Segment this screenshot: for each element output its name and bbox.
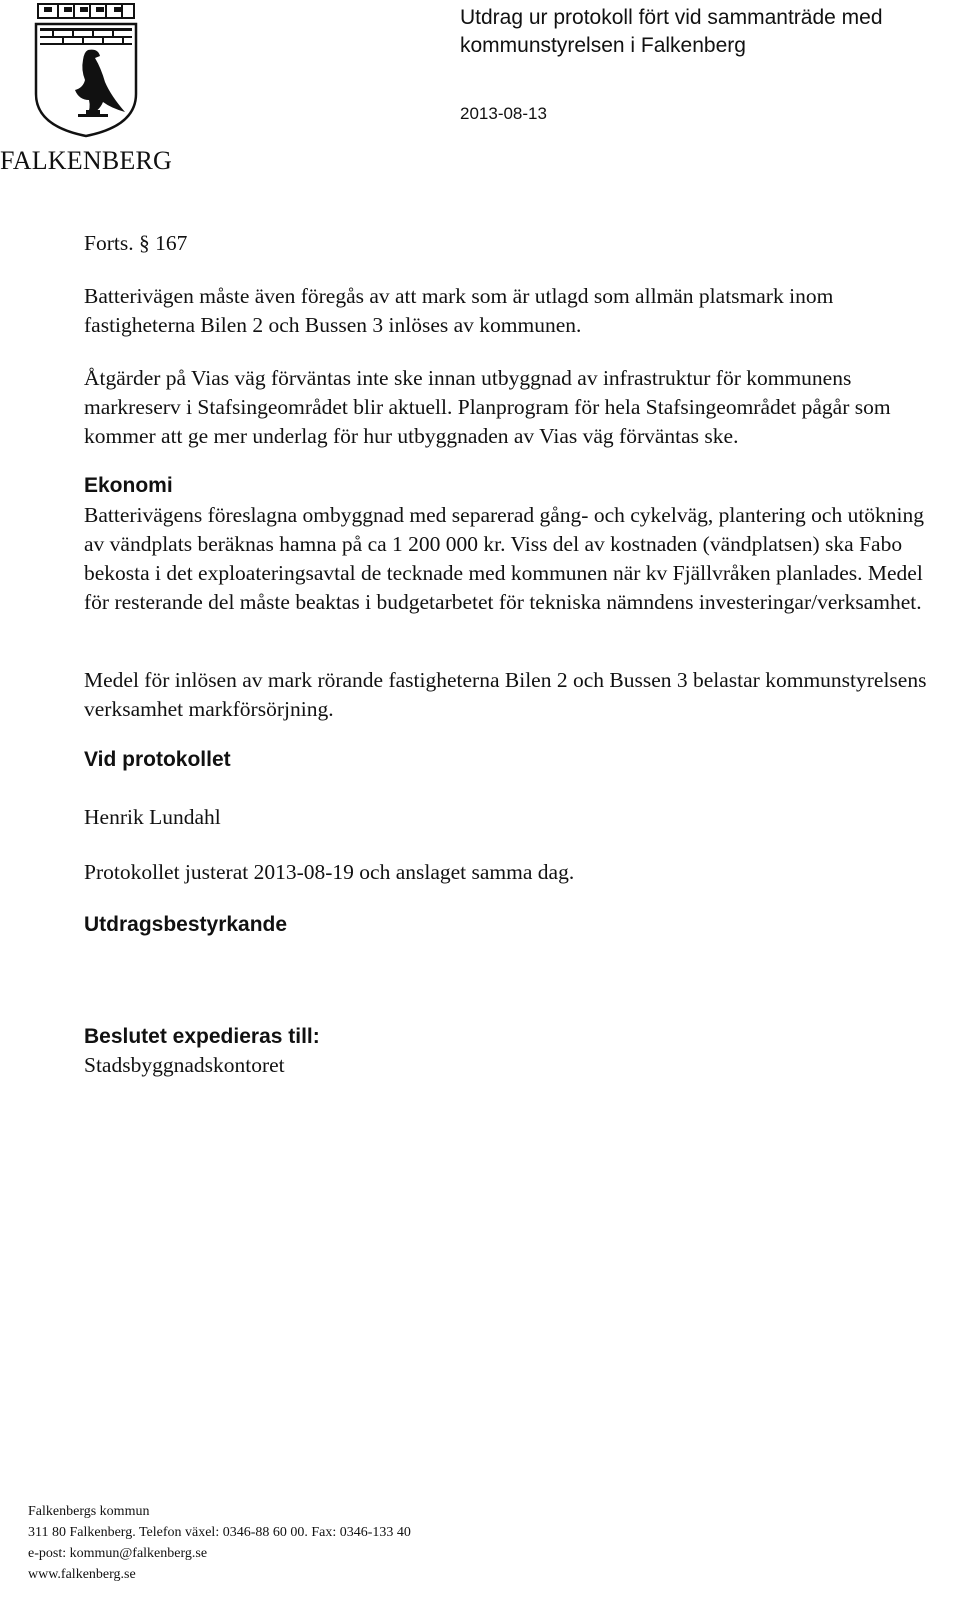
heading-ekonomi: Ekonomi [84, 474, 173, 497]
paragraph-inlosen: Medel för inlösen av mark rörande fastigheterna Bilen 2 och Bussen 3 belastar kommunstyrelsens verksamhet markförsörjning. [84, 668, 927, 721]
heading-beslutet-expedieras: Beslutet expedieras till: [84, 1025, 320, 1048]
municipality-name: FALKENBERG [0, 146, 172, 175]
justerat-statement: Protokollet justerat 2013-08-19 och anslaget samma dag. [84, 860, 575, 884]
footer-email: e-post: kommun@falkenberg.se [28, 1546, 208, 1561]
document-title: Utdrag ur protokoll fört vid sammanträde med kommunstyrelsen i Falkenberg [460, 6, 883, 57]
footer [28, 1501, 411, 1585]
falcon-coat-of-arms-icon [28, 2, 144, 138]
heading-vid-protokollet: Vid protokollet [84, 748, 231, 771]
document-date: 2013-08-13 [460, 104, 547, 123]
recipient: Stadsbyggnadskontoret [84, 1053, 285, 1077]
secretary-name: Henrik Lundahl [84, 805, 221, 829]
paragraph-ekonomi: Batterivägens föreslagna ombyggnad med separerad gång- och cykelväg, plantering och utökning av vändplats beräknas hamna på ca 1 200 000 kr. Viss del av kostnaden (vändplatsen) ska Fabo bekosta i det exploateringsavtal de tecknade med kommunen när kv Fjällvråken planlades. Medel för resterande del måste beaktas i budgetarbetet för tekniska nämndens investeringar/verksamhet. [84, 503, 925, 614]
footer-web: www.falkenberg.se [28, 1567, 136, 1582]
paragraph-vias-vag: Åtgärder på Vias väg förväntas inte ske innan utbyggnad av infrastruktur för kommunens markreserv i Stafsingeområdet blir aktuell. Planprogram för hela Stafsingeområdet pågår som kommer att ge mer underlag för hur utbyggnaden av Vias väg förväntas ske. [84, 366, 891, 448]
paragraph-batterivagen: Batterivägen måste även föregås av att mark som är utlagd som allmän platsmark inom fastigheterna Bilen 2 och Bussen 3 inlöses av kommunen. [84, 284, 834, 337]
footer-address: 311 80 Falkenberg. Telefon växel: 0346-88 60 00. Fax: 0346-133 40 [28, 1525, 411, 1540]
footer-org: Falkenbergs kommun [28, 1504, 150, 1519]
section-reference: Forts. § 167 [84, 231, 188, 255]
heading-utdragsbestyrkande: Utdragsbestyrkande [84, 913, 288, 936]
